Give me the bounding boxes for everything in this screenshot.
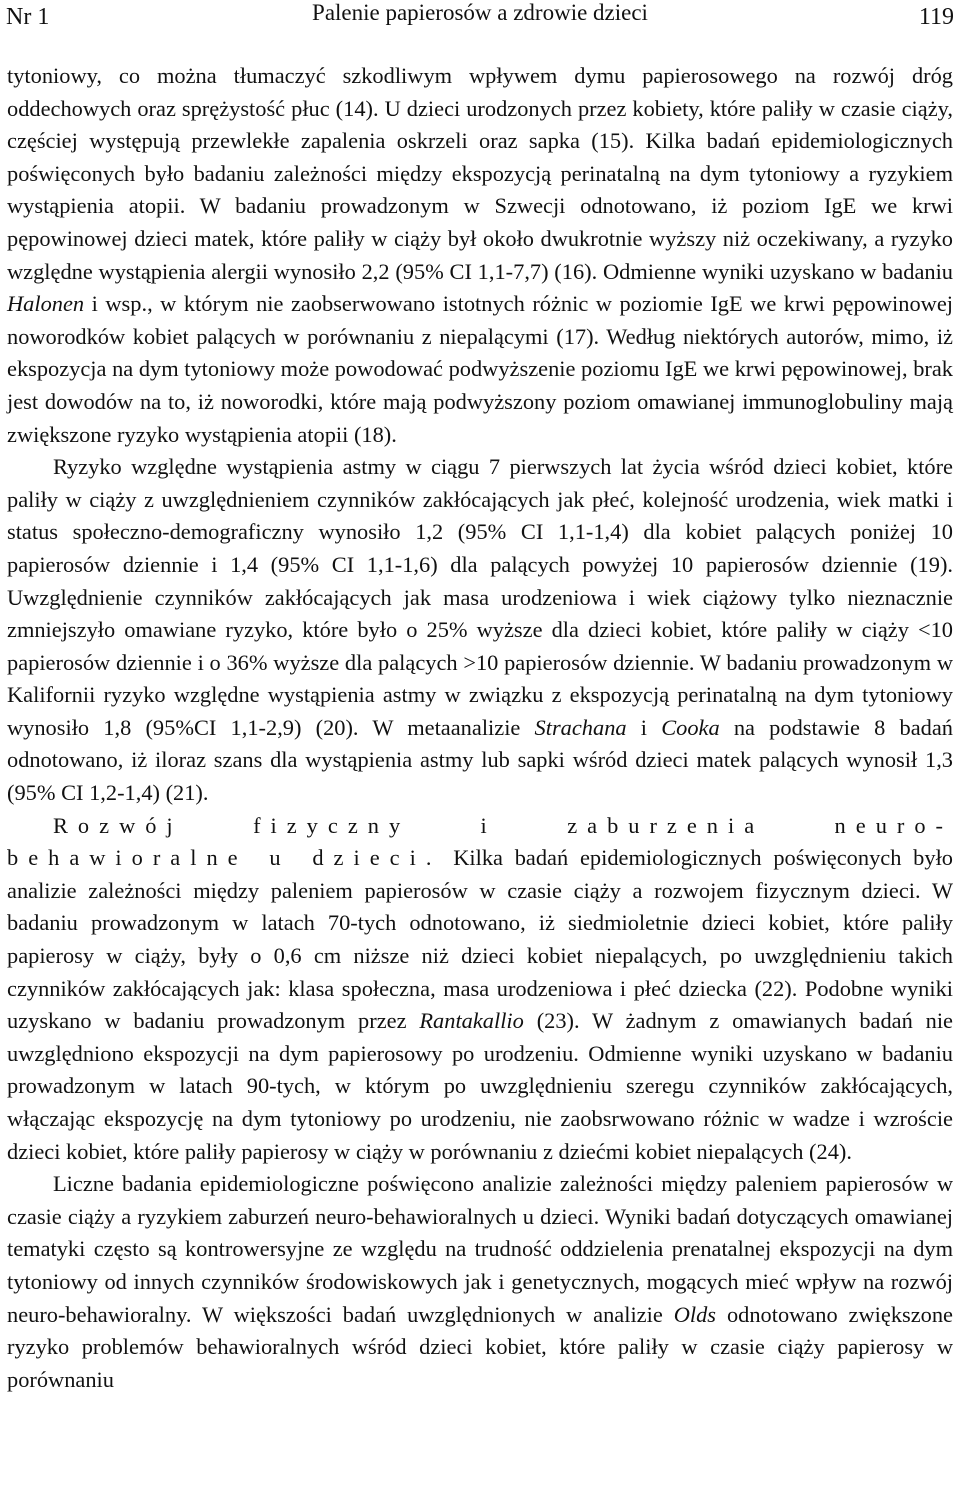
page-number: 119 — [918, 4, 954, 30]
running-title: Palenie papierosów a zdrowie dzieci — [312, 0, 648, 25]
author-name-italic: Cooka — [661, 714, 720, 740]
paragraph-text: i wsp., w którym nie zaobserwowano istotnych różnic w poziomie IgE we krwi pępowinowej noworodków kobiet palących w porównaniu z niepalącymi (17). Według niektórych autorów, mimo, iż ekspozycja na dym tytoniowy może powodować podwyższenie poziomu IgE we krwi pępowinowej, brak jest dowodów na to, iż noworodki, które mają podwyższony poziom omawianej immunoglobuliny mają zwiększone ryzyko wystąpienia atopii (18). — [7, 291, 953, 447]
paragraph-text: Liczne badania epidemiologiczne poświęcono analizie zależności między paleniem papierosów w czasie ciąży a ryzykiem zaburzeń neuro-behawioralnych u dzieci. Wyniki badań dotyczących omawianej tematyki często są kontrowersyjne ze względu na trudność oddzielenia prenatalnej ekspozycji na dym tytoniowy od innych czynników środowiskowych jak i genetycznych, mogących mieć wpływ na rozwój neuro-behawioralny. W większości badań uwzględnionych w analizie — [7, 1171, 953, 1327]
author-name-italic: Rantakallio — [419, 1008, 524, 1034]
paragraph-neurobehavioral — [7, 1168, 953, 1396]
section-subheading: Rozwój fizyczny i zaburzenia neuro-behawioralne u dzieci. — [7, 812, 953, 871]
paragraph-text: tytoniowy, co można tłumaczyć szkodliwym wpływem dymu papierosowego na rozwój dróg oddechowych oraz sprężystość płuc (14). U dzieci urodzonych przez kobiety, które paliły w czasie ciąży, częściej występują przewlekłe zapalenia oskrzeli oraz sapka (15). Kilka badań epidemiologicznych poświęconych było badaniu zależności między ekspozycją perinatalną na dym tytoniowy a ryzykiem wystąpienia atopii. W badaniu prowadzonym w Szwecji odnotowano, iż poziom IgE we krwi pępowinowej dzieci matek, które paliły w ciąży był około dwukrotnie wyższy niż oczekiwany, a ryzyko względne wystąpienia alergii wynosiło 2,2 (95% CI 1,1-7,7) (16). Odmienne wyniki uzyskano w badaniu — [7, 63, 953, 284]
paragraph-text: na podstawie 8 badań odnotowano, iż iloraz szans dla wystąpienia astmy lub sapki wśród dzieci matek palących wynosił 1,3 (95% CI 1,2-1,4) (21). — [7, 714, 954, 806]
author-name-italic: Olds — [673, 1301, 717, 1327]
paragraph-text: Kilka badań epidemiologicznych poświęconych było analizie zależności między paleniem papierosów w czasie ciąży a rozwojem fizycznym dzieci. W badaniu prowadzonym w latach 70-tych odnotowano, iż siedmioletnie dzieci kobiet, które paliły papierosy w ciąży, były o 0,6 cm niższe niż dzieci kobiet niepalących, po uwzględnieniu takich czynników zakłócających jak: klasa społeczna, masa urodzeniowa i płeć dziecka (22). Podobne wyniki uzyskano w badaniu prowadzonym przez — [7, 845, 953, 1034]
article-body — [7, 60, 953, 1396]
page-header — [0, 0, 960, 44]
paragraph-text: i — [626, 714, 662, 740]
paragraph-respiratory — [7, 60, 953, 451]
paragraph-physical-development — [7, 810, 953, 1169]
issue-number: Nr 1 — [6, 4, 50, 30]
paragraph-text: (23). W żadnym z omawianych badań nie uwzględniono ekspozycji na dym papierosowy po urodzeniu. Odmienne wyniki uzyskano w badaniu prowadzonym w latach 90-tych, w którym po uwzględnieniu szeregu czynników zakłócających, włączając ekspozycję na dym tytoniowy po urodzeniu, nie zaobsrwowano różnic w wadze i wzroście dzieci kobiet, które paliły papierosy w ciąży w porównaniu z dziećmi kobiet niepalących (24). — [7, 1008, 953, 1164]
paragraph-text: odnotowano zwiększone ryzyko problemów behawioralnych wśród dzieci kobiet, które paliły w czasie ciąży papierosy w porównaniu — [7, 1301, 953, 1392]
author-name-italic: Strachana — [534, 714, 627, 740]
paragraph-text: Ryzyko względne wystąpienia astmy w ciągu 7 pierwszych lat życia wśród dzieci kobiet, które paliły w ciąży z uwzględnieniem czynników zakłócających jak płeć, kolejność urodzenia, wiek matki i status społeczno-demograficzny wynosiło 1,2 (95% CI 1,1-1,4) dla kobiet palących poniżej 10 papierosów dziennie i 1,4 (95% CI 1,1-1,6) dla palących powyżej 10 papierosów dziennie (19). Uwzględnienie czynników zakłócających jak masa urodzeniowa i wiek ciążowy tylko nieznacznie zmniejszyło omawiane ryzyko, które było o 25% wyższe dla dzieci kobiet, które paliły w ciąży <10 papierosów dziennie i o 36% wyższe dla palących >10 papierosów dziennie. W badaniu prowadzonym w Kalifornii ryzyko względne wystąpienia astmy w związku z ekspozycją perinatalną na dym tytoniowy wynosiło 1,8 (95%CI 1,1-2,9) (20). W metaanalizie — [7, 454, 953, 740]
author-name-italic: Halonen — [7, 291, 85, 317]
paragraph-asthma — [7, 451, 953, 810]
